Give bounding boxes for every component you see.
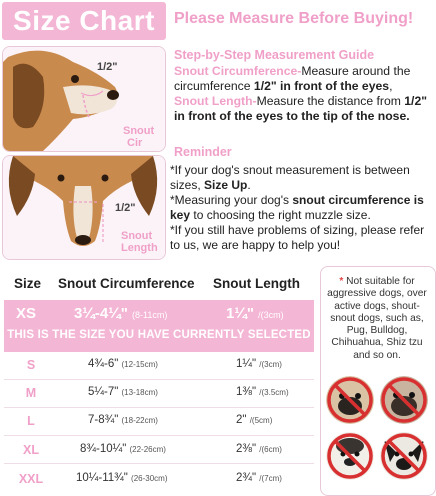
- guide-heading: Step-by-Step Measurement Guide: [174, 48, 375, 62]
- header-snout-circumference: Snout Circumference: [58, 276, 195, 291]
- snout-length-caption-line2: Length: [121, 242, 158, 254]
- length-text: Measure the distance from: [256, 94, 405, 108]
- row-divider: [4, 379, 314, 380]
- unsuitable-dogs-note: * Not suitable for aggressive dogs, over active dogs, shout-snout dogs, such as, Pug, Bulldog, Chihuahua, Shiz tzu and so on.: [327, 276, 427, 361]
- headline: Please Measure Before Buying!: [174, 10, 414, 27]
- circumference-bold: 1/2" in front of the eyes: [253, 79, 390, 93]
- reminder-text: [170, 163, 434, 253]
- size-chart-title-box: [2, 2, 166, 40]
- guide-text: [174, 64, 432, 124]
- top-half-inch-label: 1/2": [97, 61, 118, 73]
- no-boston-terrier-icon: [380, 432, 428, 480]
- reminder-item-1: *If your dog's snout measurement is between sizes, Size Up.: [170, 163, 410, 192]
- row-divider: [4, 407, 314, 408]
- length-term: Snout Length-: [174, 94, 257, 108]
- circumference-term: Snout Circumference-: [174, 64, 302, 78]
- reminder-heading: Reminder: [174, 145, 232, 159]
- current-size-notice: THIS IS THE SIZE YOU HAVE CURRENTLY SELECTED: [7, 329, 311, 341]
- page-title: Size Chart: [13, 5, 155, 36]
- xs-length: 1¼" /(3cm): [226, 305, 284, 322]
- no-pug-icon: [326, 376, 374, 424]
- snout-circumference-photo: [2, 46, 166, 152]
- length-bold: 1/2" in front of the eyes to the tip of the nose.: [174, 94, 428, 123]
- circumference-text: Measure around the circumference: [174, 64, 411, 93]
- snout-cir-caption-line2: Cir: [127, 137, 143, 149]
- row-divider: [4, 435, 314, 436]
- snout-length-photo: [2, 155, 166, 260]
- reminder-item-3: *If you still have problems of sizing, please refer to us, we are happy to help you!: [170, 223, 425, 252]
- row-divider: [4, 463, 314, 464]
- snout-cir-caption-line1: Snout: [123, 125, 155, 137]
- no-shih-tzu-icon: [326, 432, 374, 480]
- bottom-half-inch-label: 1/2": [115, 202, 136, 214]
- snout-length-caption-line1: Snout: [121, 230, 153, 242]
- header-snout-length: Snout Length: [213, 276, 300, 291]
- warning-star: *: [339, 276, 344, 287]
- reminder-item-2: *Measuring your dog's snout circumference is key to choosing the right muzzle size.: [170, 193, 424, 222]
- no-bulldog-icon: [380, 376, 428, 424]
- xs-circumference: 3¼-4¼" (8-11cm): [74, 305, 168, 322]
- xs-size: XS: [16, 305, 37, 322]
- circumference-end: ,: [389, 79, 393, 93]
- header-size: Size: [14, 276, 42, 291]
